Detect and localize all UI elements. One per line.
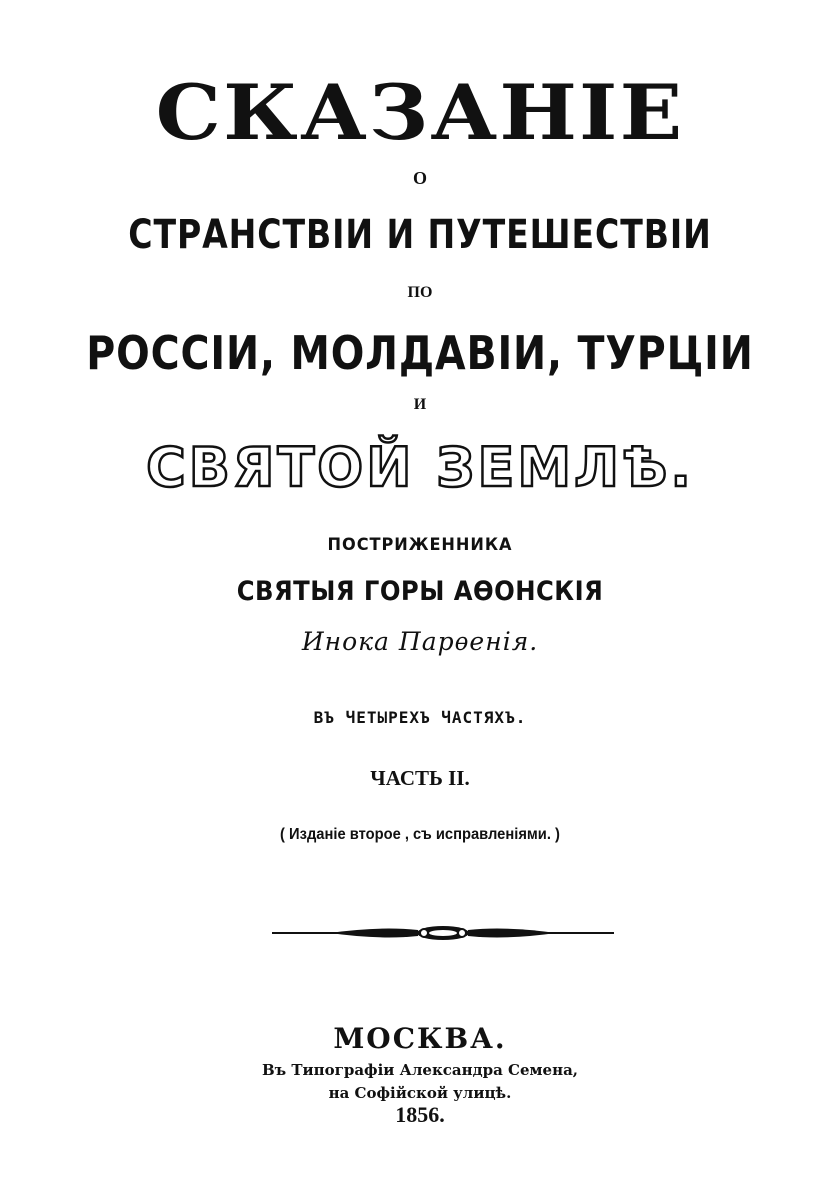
imprint-address: на Софійской улицѣ. — [328, 1084, 512, 1102]
edition-note: ( Изданіе второе , съ исправленіями. ) — [280, 826, 560, 843]
subtitle-travels: СТРАНСТВІИ И ПУТЕШЕСТВІИ — [128, 212, 712, 258]
ornamental-rule-icon — [270, 922, 616, 944]
parts-note: ВЪ ЧЕТЫРЕХЪ ЧАСТЯХЪ. — [313, 708, 527, 727]
holy-land-line: СВЯТОЙ ЗЕМЛѢ. — [146, 436, 694, 499]
connector-i: И — [413, 396, 427, 413]
connector-po: ПО — [407, 284, 433, 301]
author-descriptor: ПОСТРИЖЕННИКА — [327, 535, 513, 555]
imprint-city: МОСКВА. — [333, 1022, 507, 1055]
connector-o: О — [412, 168, 427, 188]
imprint-year: 1856. — [395, 1102, 445, 1127]
book-title: СКАЗАНІЕ — [155, 68, 685, 157]
mountain-line: СВЯТЫЯ ГОРЫ АѲОНСКІЯ — [236, 576, 604, 607]
countries-line: РОССІИ, МОЛДАВІИ, ТУРЦІИ — [86, 326, 754, 380]
part-label: ЧАСТЬ II. — [370, 766, 470, 790]
imprint-printer: Въ Типографіи Александра Семена, — [261, 1061, 579, 1079]
monk-name: Инока Парѳенія. — [301, 627, 539, 656]
